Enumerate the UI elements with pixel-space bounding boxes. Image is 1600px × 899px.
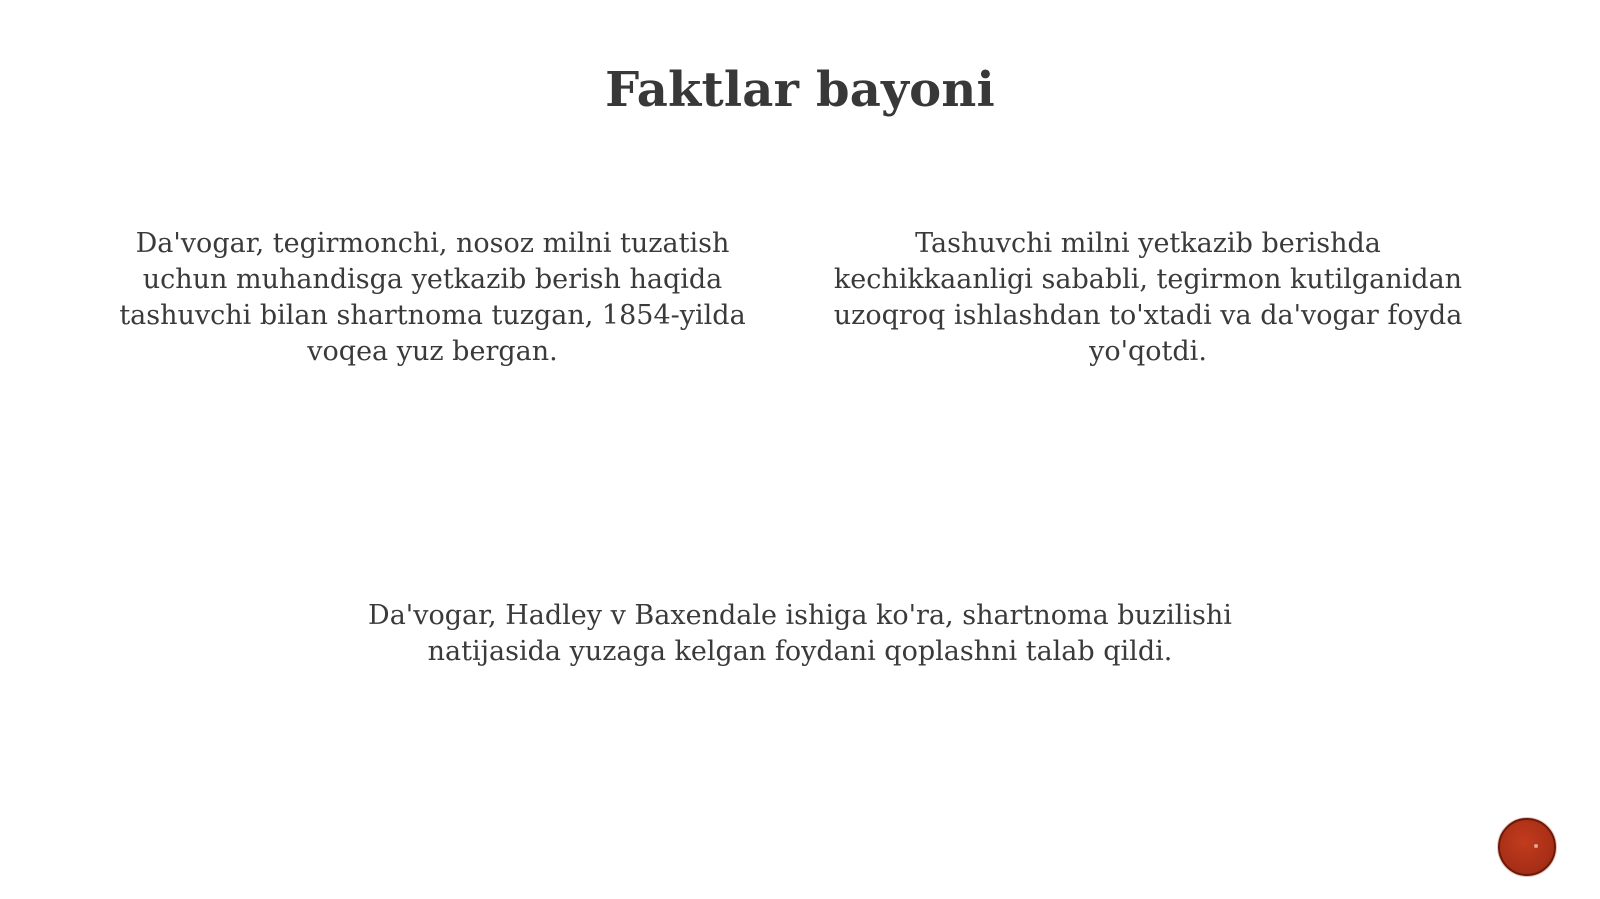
fact-paragraph-left: Da'vogar, tegirmonchi, nosoz milni tuzatish uchun muhandisga yetkazib berish haqida tashuvchi bilan shartnoma tuzgan, 1854-yilda voqea yuz bergan.	[119, 228, 746, 367]
circle-nav-icon	[1534, 844, 1538, 848]
slide-nav-button[interactable]	[1498, 818, 1556, 876]
fact-paragraph-right: Tashuvchi milni yetkazib berishda kechikkaanligi sababli, tegirmon kutilganidan uzoqroq ishlashdan to'xtadi va da'vogar foyda yo'qotdi.	[833, 228, 1463, 367]
fact-paragraph-bottom: Da'vogar, Hadley v Baxendale ishiga ko'ra, shartnoma buzilishi natijasida yuzaga kelgan foydani qoplashni talab qildi.	[368, 600, 1232, 667]
slide-title: Faktlar bayoni	[605, 62, 995, 118]
